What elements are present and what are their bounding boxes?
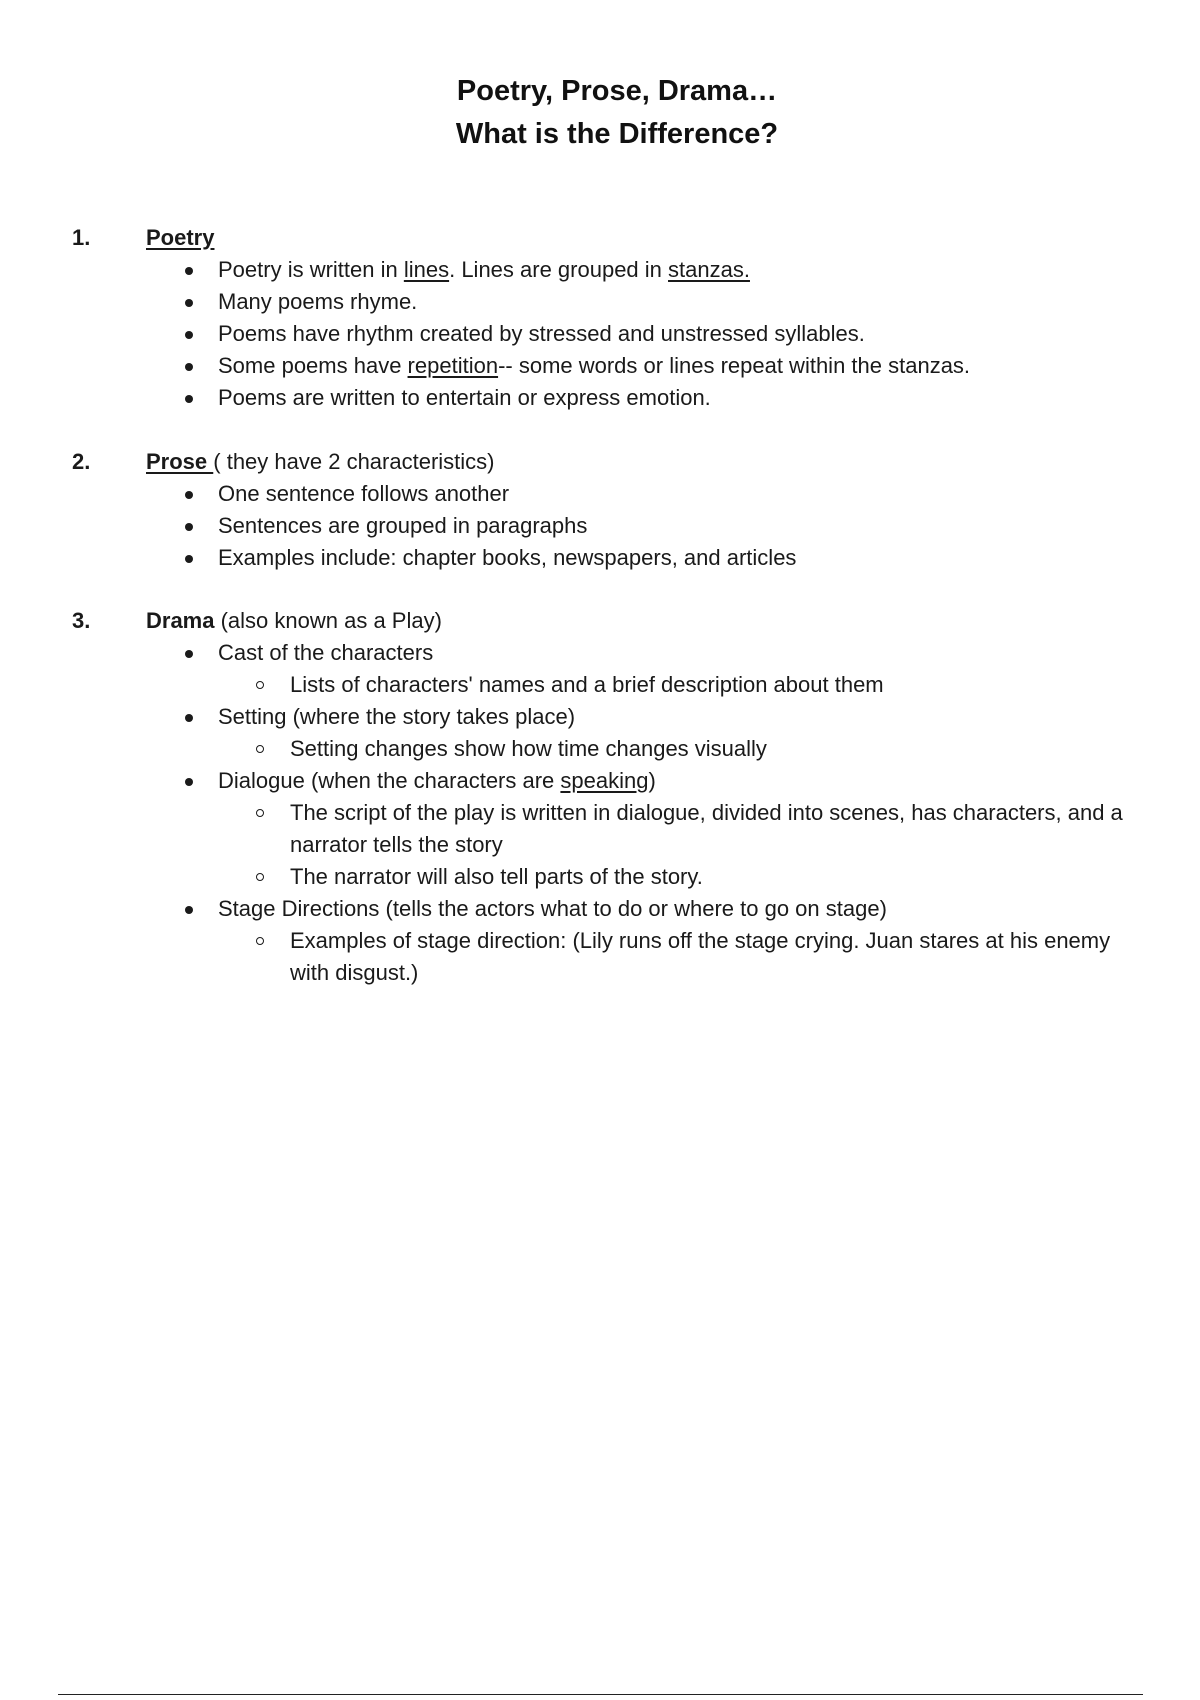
bullet-dot-icon — [185, 491, 193, 499]
sub-bullet-text: Setting changes show how time changes visually — [290, 736, 767, 761]
prose-bullet-list — [0, 478, 1200, 574]
list-item — [0, 701, 1200, 733]
prose-heading-note: ( they have 2 characteristics) — [213, 449, 495, 474]
section-heading — [146, 446, 495, 478]
sub-bullet-text: The script of the play is written in dialogue, divided into scenes, has characters, and a narrator tells the story — [290, 800, 1123, 857]
bullet-text: Sentences are grouped in paragraphs — [218, 513, 588, 538]
bullet-text: . Lines are grouped in — [449, 257, 669, 282]
bullet-circle-icon — [256, 809, 264, 817]
list-item — [0, 254, 1200, 286]
page-title-line-1: Poetry, Prose, Drama… — [456, 75, 778, 107]
bullet-text: Stage Directions (tells the actors what to do or where to go on stage) — [218, 896, 887, 921]
bullet-dot-icon — [185, 331, 193, 339]
drama-bullet-list — [0, 637, 1200, 989]
footer-divider — [58, 1694, 1143, 1695]
poetry-heading: Poetry — [146, 225, 215, 250]
section-heading — [146, 605, 442, 637]
drama-heading: Drama — [146, 608, 215, 633]
bullet-dot-icon — [185, 267, 193, 275]
bullet-text: Poems have rhythm created by stressed and unstressed syllables. — [218, 321, 865, 346]
bullet-dot-icon — [185, 555, 193, 563]
prose-heading: Prose — [146, 449, 214, 474]
bullet-text: Dialogue (when the characters are — [218, 768, 561, 793]
list-item — [0, 382, 1200, 414]
sub-list-item — [0, 669, 1200, 701]
bullet-dot-icon — [185, 714, 193, 722]
bullet-text: Cast of the characters — [218, 640, 434, 665]
underlined-term-speaking: speaking — [560, 768, 649, 793]
sub-list-item — [0, 861, 1200, 893]
bullet-circle-icon — [256, 745, 264, 753]
bullet-text: ) — [648, 768, 656, 793]
sub-list-item — [0, 733, 1200, 765]
sub-bullet-text: Lists of characters' names and a brief description about them — [290, 672, 884, 697]
bullet-text: Some poems have — [218, 353, 408, 378]
bullet-text: Poetry is written in — [218, 257, 404, 282]
bullet-text: Setting (where the story takes place) — [218, 704, 576, 729]
bullet-dot-icon — [185, 650, 193, 658]
bullet-dot-icon — [185, 906, 193, 914]
bullet-text: Examples include: chapter books, newspapers, and articles — [218, 545, 797, 570]
section-heading — [146, 222, 214, 254]
bullet-dot-icon — [185, 299, 193, 307]
drama-heading-note: (also known as a Play) — [214, 608, 442, 633]
section-number: 1. — [72, 225, 91, 250]
section-number: 2. — [72, 449, 91, 474]
bullet-text: Poems are written to entertain or express emotion. — [218, 385, 711, 410]
bullet-circle-icon — [256, 681, 264, 689]
sub-bullet-text: The narrator will also tell parts of the story. — [290, 864, 703, 889]
underlined-term-lines: lines — [403, 257, 450, 282]
list-item — [0, 765, 1200, 797]
bullet-text: Many poems rhyme. — [218, 289, 418, 314]
sub-list-item — [0, 797, 1200, 861]
bullet-dot-icon — [185, 778, 193, 786]
list-item — [0, 637, 1200, 669]
underlined-term-repetition: repetition — [407, 353, 499, 378]
list-item — [0, 318, 1200, 350]
bullet-dot-icon — [185, 395, 193, 403]
underlined-term-stanzas: stanzas. — [668, 257, 750, 282]
list-item — [0, 542, 1200, 574]
bullet-circle-icon — [256, 937, 264, 945]
list-item — [0, 510, 1200, 542]
list-item — [0, 893, 1200, 925]
bullet-dot-icon — [185, 363, 193, 371]
list-item — [0, 478, 1200, 510]
bullet-text: -- some words or lines repeat within the stanzas. — [498, 353, 971, 378]
section-number: 3. — [72, 608, 91, 633]
list-item — [0, 350, 1200, 382]
sub-list-item — [0, 925, 1200, 989]
list-item — [0, 286, 1200, 318]
poetry-bullet-list — [0, 254, 1200, 414]
bullet-dot-icon — [185, 523, 193, 531]
sub-bullet-text: Examples of stage direction: (Lily runs off the stage crying. Juan stares at his enemy with disgust.) — [290, 928, 1111, 985]
page-title-line-2: What is the Difference? — [455, 118, 779, 150]
bullet-text: One sentence follows another — [218, 481, 510, 506]
bullet-circle-icon — [256, 873, 264, 881]
